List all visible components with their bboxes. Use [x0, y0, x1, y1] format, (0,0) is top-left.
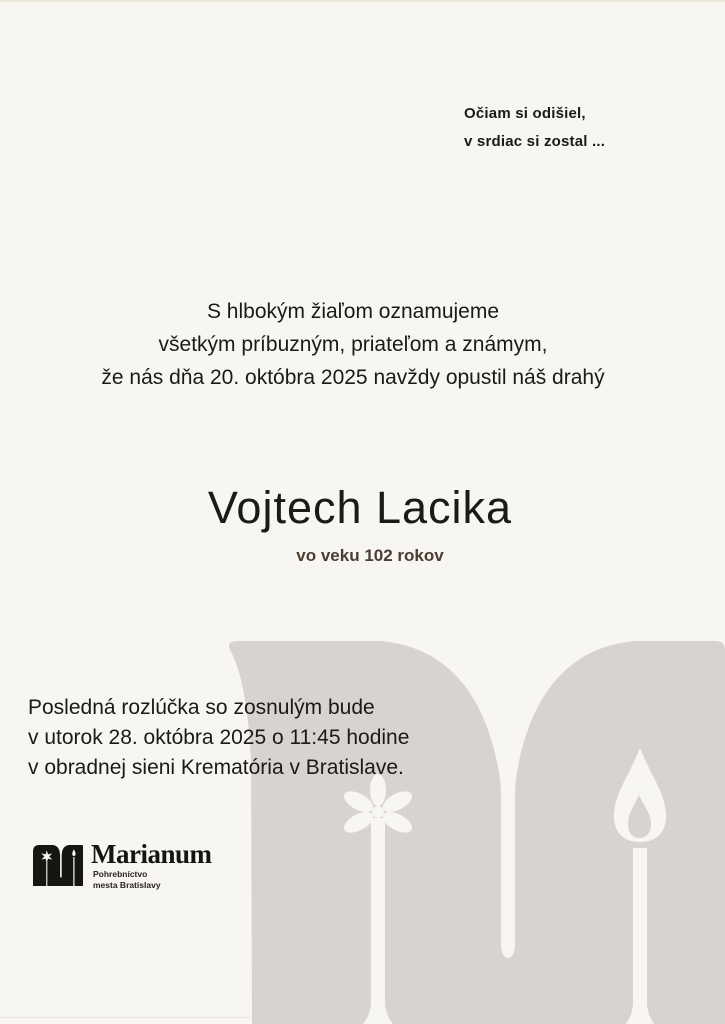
announcement-text	[0, 295, 706, 394]
announcement-line-3: že nás dňa 20. októbra 2025 navždy opustil náš drahý	[101, 366, 605, 389]
funeral-line-1: Posledná rozlúčka so zosnulým bude	[28, 696, 375, 719]
quote-line-2: v srdiac si zostal ...	[464, 133, 606, 150]
logo-subline-1: Pohrebníctvo	[93, 869, 148, 879]
marianum-logo-icon	[33, 845, 83, 886]
marianum-logo	[33, 839, 212, 890]
memorial-quote	[464, 100, 605, 156]
quote-line-1: Očiam si odišiel,	[464, 105, 586, 122]
deceased-name: Vojtech Lacika	[207, 482, 513, 533]
announcement-line-2: všetkým príbuzným, priateľom a známym,	[158, 333, 548, 356]
funeral-line-2: v utorok 28. októbra 2025 o 11:45 hodine	[28, 726, 410, 749]
logo-brand-name: Marianum	[91, 839, 212, 869]
deceased-age-line: vo veku 102 rokov	[296, 546, 444, 565]
announcement-line-1: S hlbokým žiaľom oznamujeme	[206, 300, 500, 323]
marianum-logo-text	[91, 841, 212, 890]
logo-subline-2: mesta Bratislavy	[93, 880, 161, 890]
funeral-line-3: v obradnej sieni Krematória v Bratislave.	[28, 756, 404, 779]
funeral-details	[28, 693, 409, 783]
